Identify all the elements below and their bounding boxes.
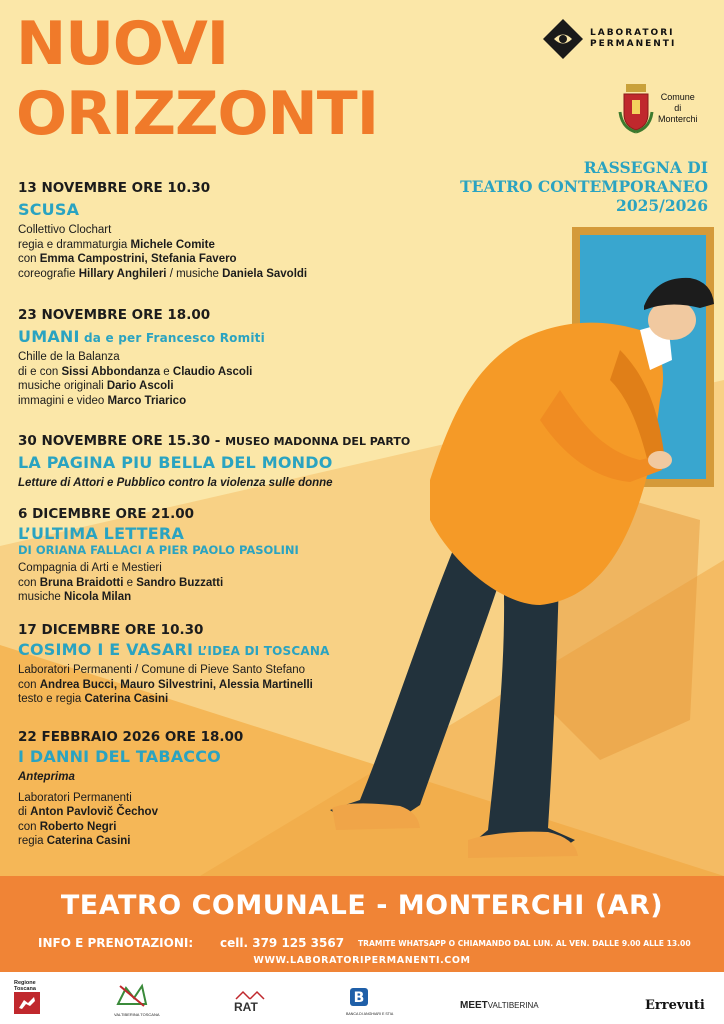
rassegna-line: TEATRO CONTEMPORANEO xyxy=(460,177,708,196)
event-la-pagina xyxy=(18,433,410,491)
event-company: Chille de la Balanza xyxy=(18,351,120,363)
event-credit-line: con Roberto Negri xyxy=(18,820,117,833)
coat-of-arms-icon xyxy=(618,82,654,134)
valtiberina-text: VALTIBERINA TOSCANA xyxy=(114,1012,160,1017)
banca-text: BANCA DI ANGHIARI E STIA xyxy=(346,1012,394,1016)
rat-logo xyxy=(234,990,266,1014)
event-title: I DANNI DEL TABACCO xyxy=(18,747,221,766)
rat-roof-icon xyxy=(234,990,266,1000)
event-credit-line: di e con Sissi Abbondanza e Claudio Ascoli xyxy=(18,365,253,378)
contact-hours: TRAMITE WHATSAPP O CHIAMANDO DAL LUN. AL VEN. DALLE 9.00 ALLE 13.00 xyxy=(358,939,691,948)
event-company: Collettivo Clochart xyxy=(18,224,112,236)
venue-title: TEATRO COMUNALE - MONTERCHI (AR) xyxy=(60,890,664,921)
event-note: Anteprima xyxy=(18,771,75,783)
event-cosimo xyxy=(18,622,330,707)
event-title: LA PAGINA PIU BELLA DEL MONDO xyxy=(18,453,333,472)
event-credit-line: musiche originali Dario Ascoli xyxy=(18,380,174,392)
website-link[interactable]: WWW.LABORATORIPERMANENTI.COM xyxy=(253,955,471,966)
event-date: 6 DICEMBRE ORE 21.00 xyxy=(18,506,194,522)
event-credit-line: con Emma Campostrini, Stefania Favero xyxy=(18,253,237,265)
event-date: 23 NOVEMBRE ORE 18.00 xyxy=(18,307,211,323)
event-danni-tabacco xyxy=(18,729,243,849)
banca-anghiari-logo xyxy=(346,986,393,1016)
valtiberina-toscana-logo xyxy=(114,982,160,1017)
pegasus-icon xyxy=(14,992,40,1014)
event-date: 22 FEBBRAIO 2026 ORE 18.00 xyxy=(18,729,244,745)
meet-valtiberina-logo xyxy=(460,1000,539,1011)
event-credit-line: regia e drammaturgia Michele Comite xyxy=(18,238,215,251)
event-company: Laboratori Permanenti / Comune di Pieve Santo Stefano xyxy=(18,664,306,676)
regione-toscana-text: Regione Toscana xyxy=(14,980,36,992)
meet-text: MEET xyxy=(460,1000,488,1011)
event-date: 30 NOVEMBRE ORE 15.30 - MUSEO MADONNA DEL PARTO xyxy=(18,433,411,449)
valtiberina-label: VALTIBERINA xyxy=(487,1001,539,1010)
event-company: Laboratori Permanenti xyxy=(18,791,132,804)
poster-title-line1: NUOVI xyxy=(16,9,229,79)
event-title: COSIMO I E VASARI L’IDEA DI TOSCANA xyxy=(18,640,330,659)
event-description: Letture di Attori e Pubblico contro la violenza sulle donne xyxy=(18,477,333,489)
event-credit-line: musiche Nicola Milan xyxy=(18,591,132,603)
banca-b-icon xyxy=(346,986,372,1010)
event-title: UMANI da e per Francesco Romiti xyxy=(18,327,265,346)
event-credit-line: regia Caterina Casini xyxy=(18,835,131,847)
rassegna-line: RASSEGNA DI xyxy=(583,158,708,177)
event-credit-line: con Andrea Bucci, Mauro Silvestrini, Alessia Martinelli xyxy=(18,678,313,691)
regione-toscana-logo xyxy=(14,980,40,1016)
event-date: 17 DICEMBRE ORE 10.30 xyxy=(18,622,204,638)
event-scusa xyxy=(18,180,307,281)
event-company: Compagnia di Arti e Mestieri xyxy=(18,562,162,574)
sponsor-bar xyxy=(0,972,724,1024)
event-credit-line: di Anton Pavlovič Čechov xyxy=(18,806,158,818)
comune-monterchi-logo xyxy=(618,82,698,134)
svg-text:B: B xyxy=(353,990,365,1006)
event-credit-line: immagini e video Marco Triarico xyxy=(18,394,187,407)
errevuti-logo: Errevuti xyxy=(645,998,705,1013)
event-title: L’ULTIMA LETTERA xyxy=(18,524,185,543)
event-date: 13 NOVEMBRE ORE 10.30 xyxy=(18,180,211,196)
poster-title-line2: ORIZZONTI xyxy=(16,79,379,149)
laboratori-permanenti-logo xyxy=(542,18,676,60)
event-credit-line: con Bruna Braidotti e Sandro Buzzatti xyxy=(18,576,224,589)
event-title: SCUSA xyxy=(18,200,80,219)
event-credit-line: testo e regia Caterina Casini xyxy=(18,693,169,705)
event-subtitle: DI ORIANA FALLACI A PIER PAOLO PASOLINI xyxy=(18,543,299,557)
laboratori-permanenti-text: LABORATORI PERMANENTI xyxy=(590,28,677,49)
info-label: INFO E PRENOTAZIONI: xyxy=(38,936,194,950)
rassegna-line: 2025/2026 xyxy=(616,196,708,215)
rat-text: RAT xyxy=(234,1000,258,1014)
rassegna-heading xyxy=(460,158,708,215)
event-credit-line: coreografie Hillary Anghileri / musiche Daniela Savoldi xyxy=(18,267,308,280)
footer-band xyxy=(0,876,724,972)
event-umani xyxy=(18,307,265,408)
phone-number[interactable]: cell. 379 125 3567 xyxy=(220,936,345,950)
event-ultima-lettera xyxy=(18,506,299,605)
valtiberina-icon xyxy=(114,982,150,1010)
comune-text: Comune di Monterchi xyxy=(658,91,698,124)
diamond-logo-icon xyxy=(542,18,584,60)
